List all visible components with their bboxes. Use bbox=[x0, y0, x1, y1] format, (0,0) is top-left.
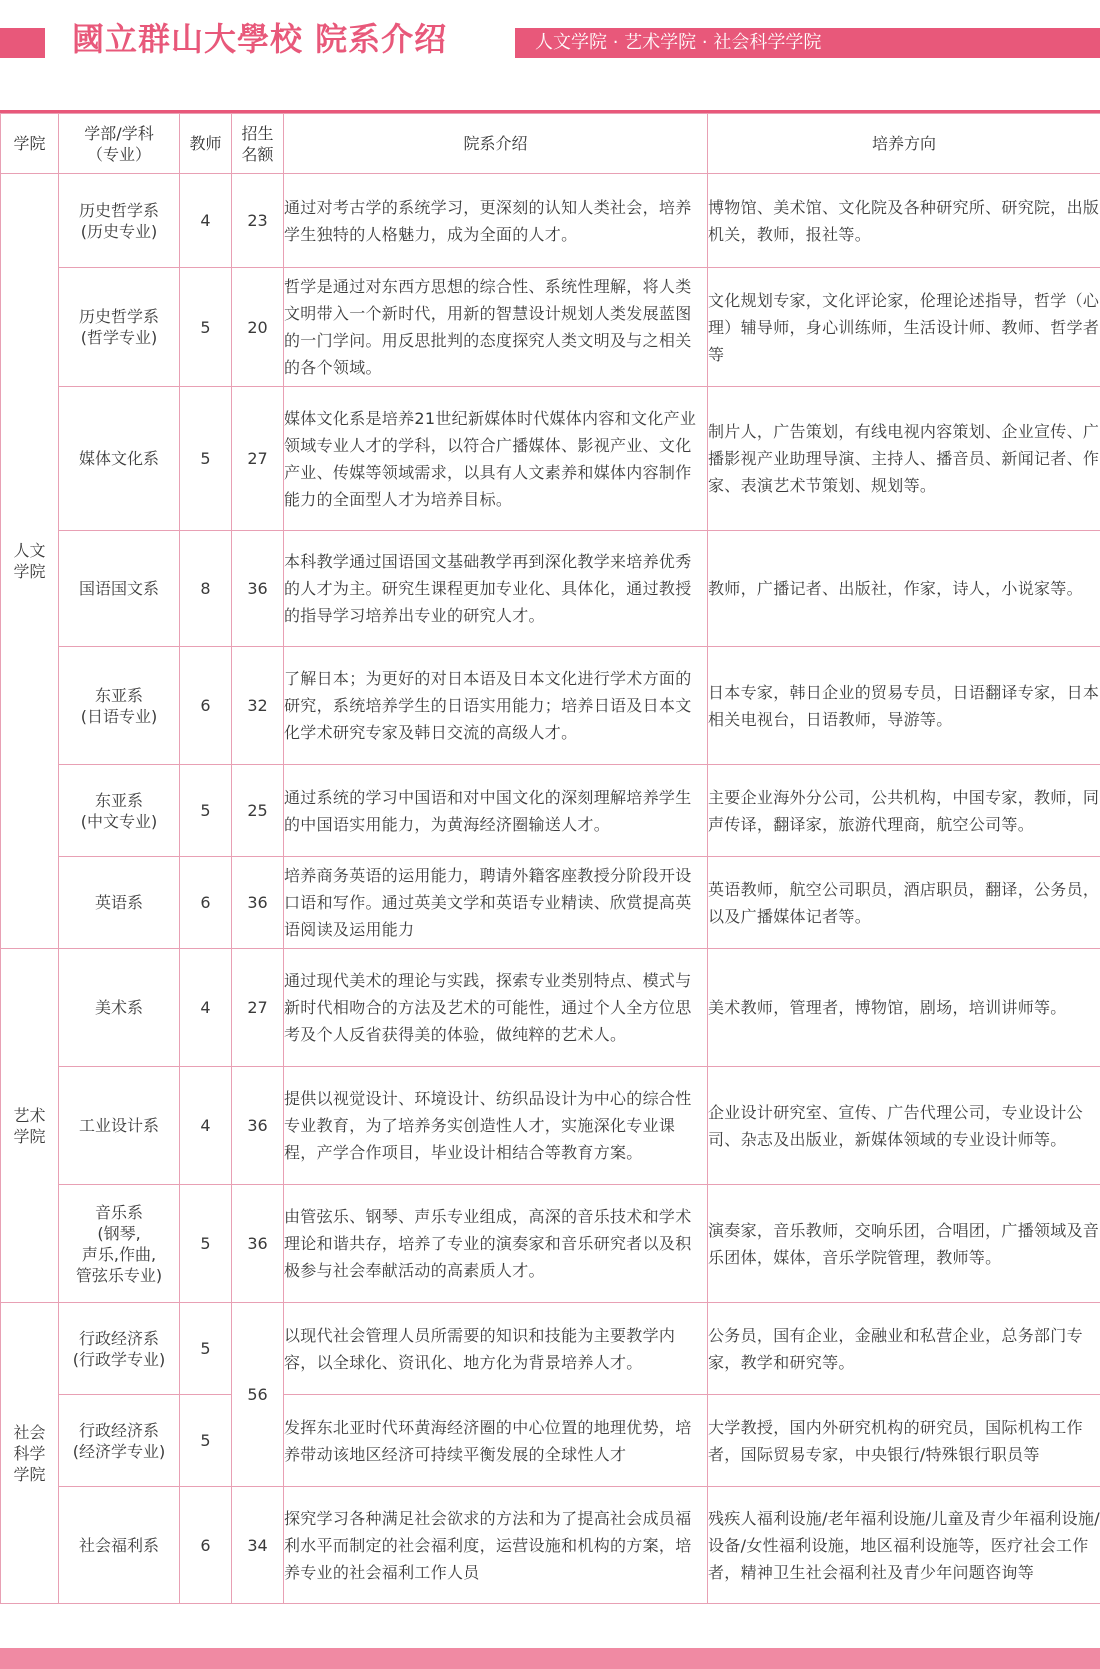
quota-cell: 36 bbox=[232, 857, 284, 949]
department-cell: 媒体文化系 bbox=[59, 387, 180, 531]
department-cell: 东亚系 (中文专业) bbox=[59, 765, 180, 857]
col-header-description: 院系介绍 bbox=[284, 114, 708, 174]
department-cell: 社会福利系 bbox=[59, 1487, 180, 1604]
faculty-cell: 5 bbox=[180, 387, 232, 531]
direction-cell: 公务员，国有企业，金融业和私营企业，总务部门专家，教学和研究等。 bbox=[708, 1303, 1100, 1395]
department-cell: 历史哲学系 (历史专业) bbox=[59, 174, 180, 268]
faculty-cell: 4 bbox=[180, 174, 232, 268]
quota-cell: 27 bbox=[232, 949, 284, 1067]
direction-cell: 大学教授，国内外研究机构的研究员，国际机构工作者，国际贸易专家，中央银行/特殊银行职员等 bbox=[708, 1395, 1100, 1487]
table-row bbox=[1, 1395, 1100, 1487]
table-row bbox=[1, 174, 1100, 268]
col-header-direction: 培养方向 bbox=[708, 114, 1100, 174]
table-header-row bbox=[1, 114, 1100, 174]
description-cell: 由管弦乐、钢琴、声乐专业组成，高深的音乐技术和学术理论和谐共存，培养了专业的演奏家和音乐研究者以及积极参与社会奉献活动的高素质人才。 bbox=[284, 1185, 708, 1303]
description-cell: 本科教学通过国语国文基础教学再到深化教学来培养优秀的人才为主。研究生课程更加专业化、具体化，通过教授的指导学习培养出专业的研究人才。 bbox=[284, 531, 708, 647]
department-cell: 美术系 bbox=[59, 949, 180, 1067]
faculty-cell: 5 bbox=[180, 765, 232, 857]
description-cell: 哲学是通过对东西方思想的综合性、系统性理解，将人类文明带入一个新时代，用新的智慧设计规划人类发展蓝图的一门学问。用反思批判的态度探究人类文明及与之相关的各个领域。 bbox=[284, 268, 708, 387]
direction-cell: 英语教师，航空公司职员，酒店职员，翻译，公务员，以及广播媒体记者等。 bbox=[708, 857, 1100, 949]
table-row bbox=[1, 268, 1100, 387]
direction-cell: 主要企业海外分公司，公共机构，中国专家，教师，同声传译，翻译家，旅游代理商，航空公司等。 bbox=[708, 765, 1100, 857]
footer-accent-bar bbox=[0, 1648, 1100, 1669]
direction-cell: 日本专家，韩日企业的贸易专员，日语翻译专家，日本相关电视台，日语教师，导游等。 bbox=[708, 647, 1100, 765]
col-header-department: 学部/学科 （专业） bbox=[59, 114, 180, 174]
college-cell-arts: 艺术 学院 bbox=[1, 949, 59, 1303]
table-row bbox=[1, 765, 1100, 857]
description-cell: 以现代社会管理人员所需要的知识和技能为主要教学内容，以全球化、资讯化、地方化为背景培养人才。 bbox=[284, 1303, 708, 1395]
faculty-cell: 4 bbox=[180, 1067, 232, 1185]
direction-cell: 残疾人福利设施/老年福利设施/儿童及青少年福利设施/设备/女性福利设施，地区福利设施等，医疗社会工作者，精神卫生社会福利社及青少年问题咨询等 bbox=[708, 1487, 1100, 1604]
department-cell: 工业设计系 bbox=[59, 1067, 180, 1185]
table-row bbox=[1, 857, 1100, 949]
direction-cell: 演奏家，音乐教师，交响乐团，合唱团，广播领域及音乐团体，媒体，音乐学院管理，教师等。 bbox=[708, 1185, 1100, 1303]
quota-cell: 36 bbox=[232, 1067, 284, 1185]
header-left-accent-bar bbox=[0, 28, 45, 58]
quota-cell: 32 bbox=[232, 647, 284, 765]
table-row bbox=[1, 1303, 1100, 1395]
description-cell: 探究学习各种满足社会欲求的方法和为了提高社会成员福利水平而制定的社会福利度，运营设施和机构的方案，培养专业的社会福利工作人员 bbox=[284, 1487, 708, 1604]
description-cell: 发挥东北亚时代环黄海经济圈的中心位置的地理优势，培养带动该地区经济可持续平衡发展的全球性人才 bbox=[284, 1395, 708, 1487]
description-cell: 了解日本；为更好的对日本语及日本文化进行学术方面的研究，系统培养学生的日语实用能力；培养日语及日本文化学术研究专家及韩日交流的高级人才。 bbox=[284, 647, 708, 765]
direction-cell: 教师，广播记者、出版社，作家，诗人，小说家等。 bbox=[708, 531, 1100, 647]
faculty-cell: 6 bbox=[180, 1487, 232, 1604]
quota-cell: 34 bbox=[232, 1487, 284, 1604]
description-cell: 媒体文化系是培养21世纪新媒体时代媒体内容和文化产业领域专业人才的学科，以符合广播媒体、影视产业、文化产业、传媒等领域需求，以具有人文素养和媒体内容制作能力的全面型人才为培养目标。 bbox=[284, 387, 708, 531]
table-row bbox=[1, 531, 1100, 647]
department-cell: 英语系 bbox=[59, 857, 180, 949]
department-cell: 历史哲学系 (哲学专业) bbox=[59, 268, 180, 387]
col-header-faculty: 教师 bbox=[180, 114, 232, 174]
table-row bbox=[1, 1067, 1100, 1185]
quota-cell: 23 bbox=[232, 174, 284, 268]
description-cell: 培养商务英语的运用能力，聘请外籍客座教授分阶段开设口语和写作。通过英美文学和英语专业精读、欣赏提高英语阅读及运用能力 bbox=[284, 857, 708, 949]
department-cell: 行政经济系 (行政学专业) bbox=[59, 1303, 180, 1395]
table-row bbox=[1, 647, 1100, 765]
direction-cell: 博物馆、美术馆、文化院及各种研究所、研究院，出版机关，教师，报社等。 bbox=[708, 174, 1100, 268]
direction-cell: 制片人，广告策划，有线电视内容策划、企业宣传、广播影视产业助理导演、主持人、播音员、新闻记者、作家、表演艺术节策划、规划等。 bbox=[708, 387, 1100, 531]
table-row bbox=[1, 949, 1100, 1067]
department-cell: 音乐系 (钢琴, 声乐,作曲, 管弦乐专业) bbox=[59, 1185, 180, 1303]
quota-cell: 36 bbox=[232, 1185, 284, 1303]
table-row bbox=[1, 1185, 1100, 1303]
college-cell-humanities: 人文 学院 bbox=[1, 174, 59, 949]
col-header-quota: 招生 名额 bbox=[232, 114, 284, 174]
faculty-cell: 5 bbox=[180, 1303, 232, 1395]
quota-cell: 20 bbox=[232, 268, 284, 387]
col-header-college: 学院 bbox=[1, 114, 59, 174]
description-cell: 提供以视觉设计、环境设计、纺织品设计为中心的综合性专业教育，为了培养务实创造性人才，实施深化专业课程，产学合作项目，毕业设计相结合等教育方案。 bbox=[284, 1067, 708, 1185]
faculty-cell: 6 bbox=[180, 857, 232, 949]
college-cell-social-sciences: 社会 科学 学院 bbox=[1, 1303, 59, 1604]
quota-cell: 27 bbox=[232, 387, 284, 531]
direction-cell: 文化规划专家，文化评论家，伦理论述指导，哲学（心理）辅导师，身心训练师，生活设计师、教师、哲学者等 bbox=[708, 268, 1100, 387]
table-row bbox=[1, 1487, 1100, 1604]
department-cell: 行政经济系 (经济学专业) bbox=[59, 1395, 180, 1487]
faculty-cell: 6 bbox=[180, 647, 232, 765]
description-cell: 通过现代美术的理论与实践，探索专业类别特点、模式与新时代相吻合的方法及艺术的可能性，通过个人全方位思考及个人反省获得美的体验，做纯粹的艺术人。 bbox=[284, 949, 708, 1067]
department-cell: 东亚系 (日语专业) bbox=[59, 647, 180, 765]
header-subtitle-banner: 人文学院 · 艺术学院 · 社会科学学院 bbox=[515, 28, 1100, 58]
faculty-cell: 8 bbox=[180, 531, 232, 647]
quota-cell: 25 bbox=[232, 765, 284, 857]
description-cell: 通过系统的学习中国语和对中国文化的深刻理解培养学生的中国语实用能力，为黄海经济圈输送人才。 bbox=[284, 765, 708, 857]
page-title: 國立群山大學校 院系介绍 bbox=[72, 20, 448, 58]
faculty-cell: 5 bbox=[180, 268, 232, 387]
faculty-cell: 5 bbox=[180, 1395, 232, 1487]
department-cell: 国语国文系 bbox=[59, 531, 180, 647]
description-cell: 通过对考古学的系统学习，更深刻的认知人类社会，培养学生独特的人格魅力，成为全面的人才。 bbox=[284, 174, 708, 268]
faculty-cell: 5 bbox=[180, 1185, 232, 1303]
table-row bbox=[1, 387, 1100, 531]
faculty-cell: 4 bbox=[180, 949, 232, 1067]
direction-cell: 美术教师，管理者，博物馆，剧场，培训讲师等。 bbox=[708, 949, 1100, 1067]
department-table bbox=[0, 113, 1100, 1604]
direction-cell: 企业设计研究室、宣传、广告代理公司，专业设计公司、杂志及出版业，新媒体领域的专业设计师等。 bbox=[708, 1067, 1100, 1185]
quota-cell: 36 bbox=[232, 531, 284, 647]
quota-cell-shared: 56 bbox=[232, 1303, 284, 1487]
